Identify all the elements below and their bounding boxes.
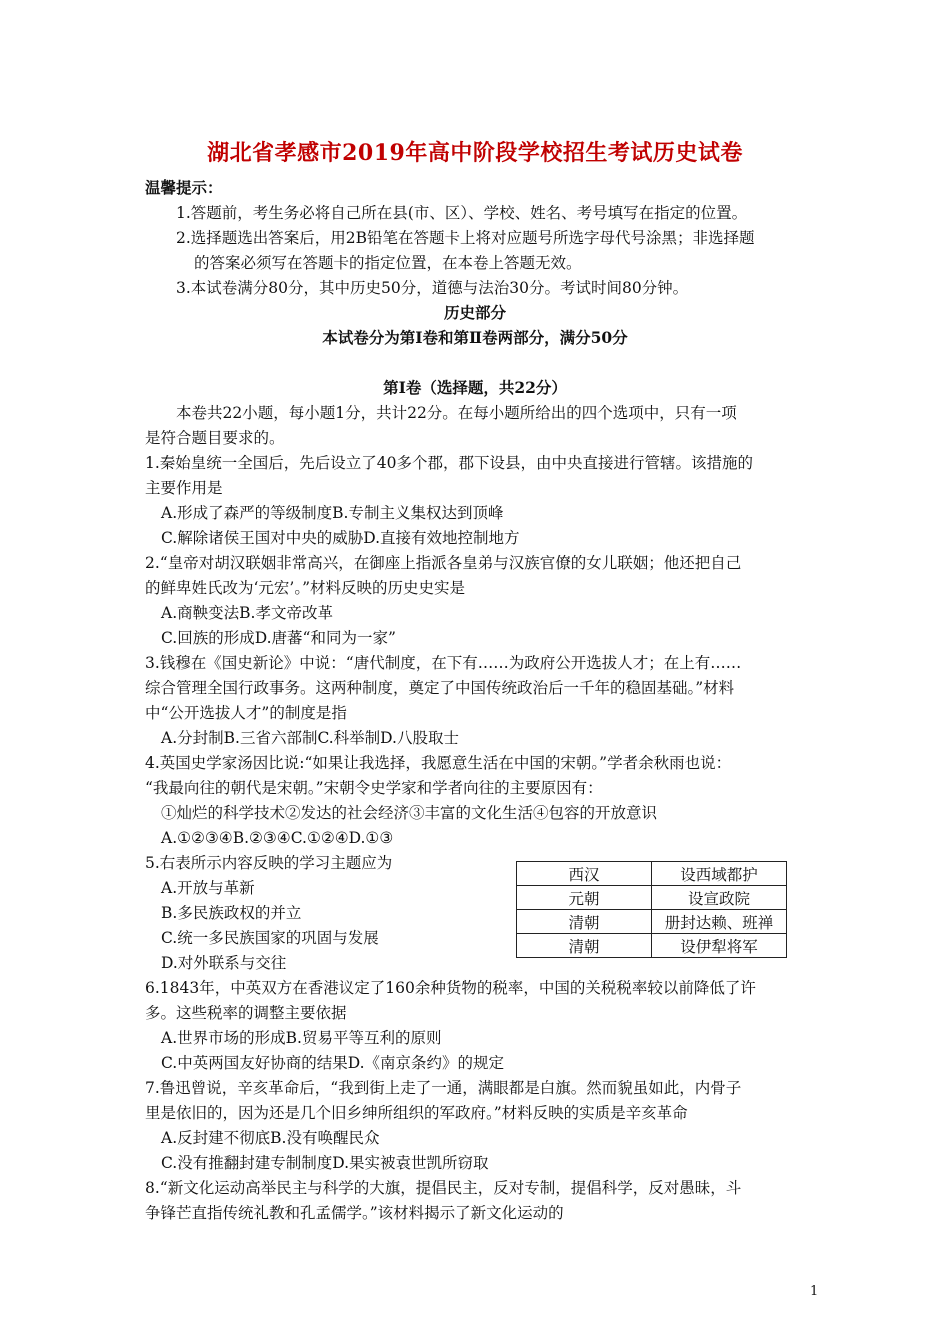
question-3-stem: 中“公开选拔人才”的制度是指	[145, 704, 347, 722]
table-cell: 设宣政院	[652, 886, 787, 910]
question-7-options: A.反封建不彻底B.没有唤醒民众	[161, 1129, 380, 1147]
question-4-stem: “我最向往的朝代是宋朝。”宋朝令史学家和学者向往的主要原因有：	[145, 779, 603, 797]
question-5-option: C.统一多民族国家的巩固与发展	[161, 929, 379, 947]
question-7-stem: 7.鲁迅曾说，辛亥革命后，“我到街上走了一通，满眼都是白旗。然而貌虽如此，内骨子	[145, 1079, 742, 1097]
exam-title: 湖北省孝感市2019年高中阶段学校招生考试历史试卷	[207, 140, 743, 166]
question-1-stem: 主要作用是	[145, 479, 223, 497]
question-2-options: C.回族的形成D.唐蕃“和同为一家”	[161, 629, 396, 647]
table-row	[517, 862, 787, 886]
table-cell: 册封达赖、班禅	[652, 910, 787, 934]
table-row	[517, 934, 787, 958]
table-cell: 清朝	[517, 934, 652, 958]
question-6-options: C.中英两国友好协商的结果D.《南京条约》的规定	[161, 1054, 505, 1072]
question-7-options: C.没有推翻封建专制制度D.果实被袁世凯所窃取	[161, 1154, 489, 1172]
question-8-stem: 争锋芒直指传统礼教和孔孟儒学。”该材料揭示了新文化运动的	[145, 1204, 564, 1222]
question-5-option: A.开放与革新	[161, 879, 255, 897]
part1-intro: 本卷共22小题，每小题1分，共计22分。在每小题所给出的四个选项中，只有一项	[176, 404, 737, 422]
question-6-stem: 多。这些税率的调整主要依据	[145, 1004, 347, 1022]
tip-line: 2.选择题选出答案后，用2B铅笔在答题卡上将对应题号所选字母代号涂黑；非选择题	[176, 229, 755, 247]
question-1-options: A.形成了森严的等级制度B.专制主义集权达到顶峰	[161, 504, 504, 522]
question-2-options: A.商鞅变法B.孝文帝改革	[161, 604, 333, 622]
section-title: 历史部分	[443, 303, 506, 322]
question-1-stem: 1.秦始皇统一全国后，先后设立了40多个郡，郡下设县，由中央直接进行管辖。该措施的	[145, 454, 754, 472]
section-subtitle: 本试卷分为第Ⅰ卷和第Ⅱ卷两部分，满分50分	[322, 328, 628, 347]
table-row	[517, 910, 787, 934]
question-3-stem: 3.钱穆在《国史新论》中说：“唐代制度，在下有……为政府公开选拔人才；在上有……	[145, 654, 742, 672]
part1-title: 第Ⅰ卷（选择题，共22分）	[383, 378, 567, 397]
question-4-stem: 4.英国史学家汤因比说:“如果让我选择，我愿意生活在中国的宋朝。”学者余秋雨也说：	[145, 754, 732, 772]
question-3-options: A.分封制B.三省六部制C.科举制D.八股取士	[161, 729, 459, 747]
tip-line: 的答案必须写在答题卡的指定位置，在本卷上答题无效。	[194, 254, 582, 272]
question-2-stem: 的鲜卑姓氏改为‘元宏’。”材料反映的历史史实是	[145, 579, 466, 597]
tip-line: 3.本试卷满分80分，其中历史50分，道德与法治30分。考试时间80分钟。	[176, 279, 689, 297]
question-4-options: A.①②③④B.②③④C.①②④D.①③	[161, 829, 394, 847]
part1-intro: 是符合题目要求的。	[145, 429, 285, 447]
table-cell: 元朝	[517, 886, 652, 910]
question-5-table	[516, 861, 787, 958]
question-8-stem: 8.“新文化运动高举民主与科学的大旗，提倡民主，反对专制，提倡科学，反对愚昧，斗	[145, 1179, 742, 1197]
question-2-stem: 2.“皇帝对胡汉联姻非常高兴，在御座上指派各皇弟与汉族官僚的女儿联姻；他还把自己	[145, 554, 742, 572]
table-cell: 设西域都护	[652, 862, 787, 886]
question-5-option: B.多民族政权的并立	[161, 904, 302, 922]
question-1-options: C.解除诸侯王国对中央的威胁D.直接有效地控制地方	[161, 529, 520, 547]
tips-heading: 温馨提示：	[145, 178, 223, 197]
table-cell: 清朝	[517, 910, 652, 934]
question-4-items: ①灿烂的科学技术②发达的社会经济③丰富的文化生活④包容的开放意识	[161, 804, 658, 822]
question-6-options: A.世界市场的形成B.贸易平等互利的原则	[161, 1029, 442, 1047]
table-cell: 设伊犁将军	[652, 934, 787, 958]
table-cell: 西汉	[517, 862, 652, 886]
question-7-stem: 里是依旧的，因为还是几个旧乡绅所组织的军政府。”材料反映的实质是辛亥革命	[145, 1104, 688, 1122]
page-number: 1	[810, 1284, 819, 1299]
question-5-option: D.对外联系与交往	[161, 954, 287, 972]
question-5-stem: 5.右表所示内容反映的学习主题应为	[145, 854, 393, 872]
question-6-stem: 6.1843年，中英双方在香港议定了160余种货物的税率，中国的关税税率较以前降低了许	[145, 979, 756, 997]
question-3-stem: 综合管理全国行政事务。这两种制度，奠定了中国传统政治后一千年的稳固基础。”材料	[145, 679, 735, 697]
table-row	[517, 886, 787, 910]
tip-line: 1.答题前，考生务必将自己所在县(市、区）、学校、姓名、考号填写在指定的位置。	[176, 204, 748, 222]
